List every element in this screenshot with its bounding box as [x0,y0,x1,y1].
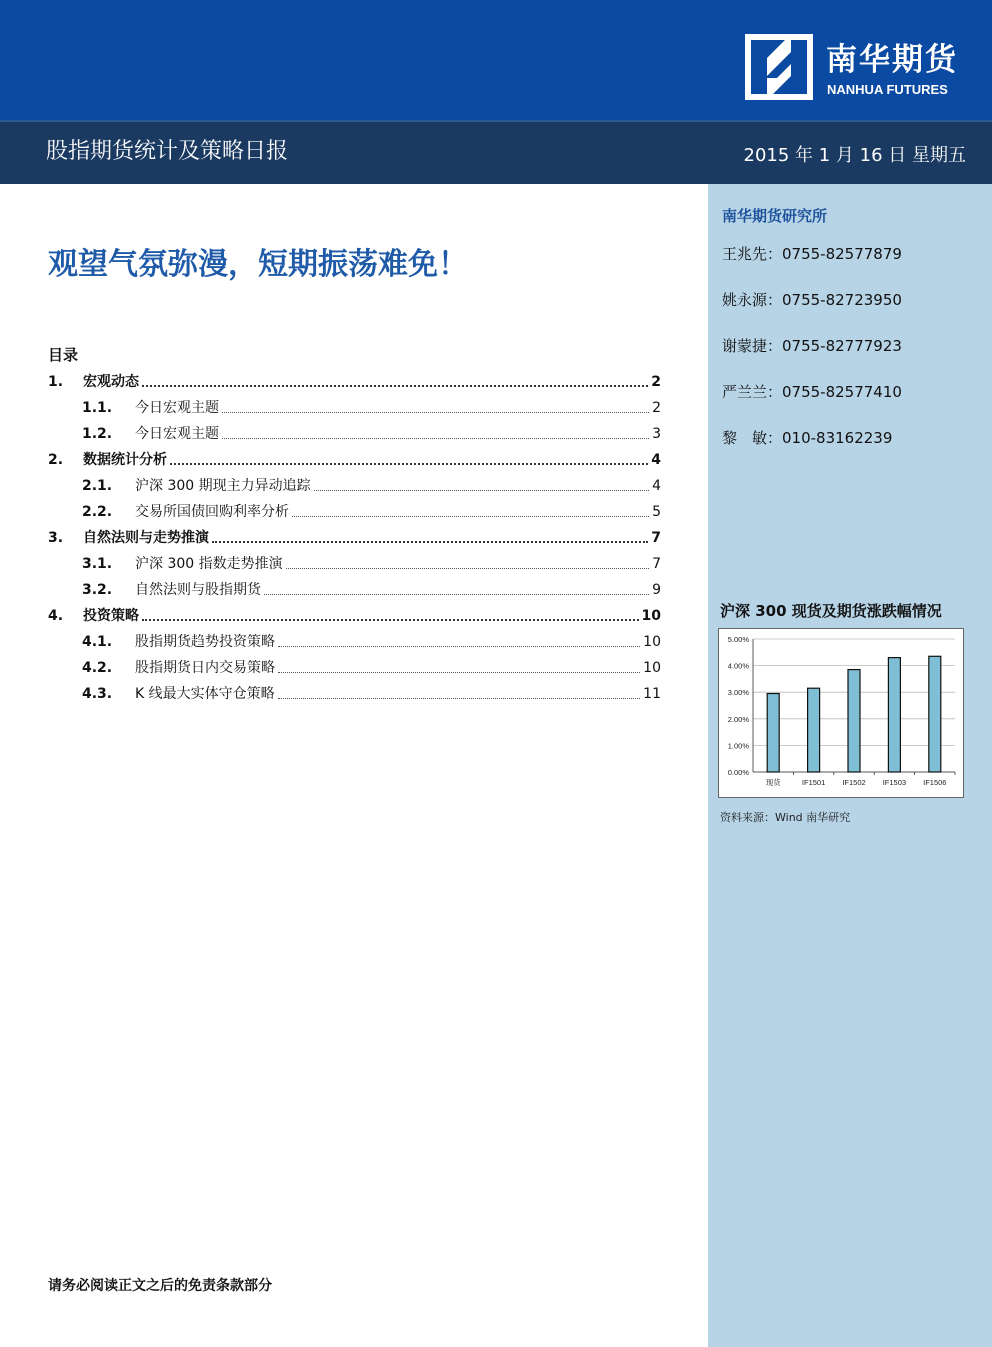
headline: 观望气氛弥漫，短期振荡难免！ [48,247,468,282]
chart-x-tick-label: IF1506 [923,778,947,787]
toc-leader [278,672,640,673]
contact-5: 黎 敏：010-83162239 [722,429,893,447]
chart-source: 资料来源：Wind 南华研究 [720,811,851,824]
disclaimer: 请务必阅读正文之后的免责条款部分 [48,1278,272,1294]
report-name: 股指期货统计及策略日报 [46,139,289,164]
contact-2: 姚永源：0755-82723950 [722,291,902,309]
toc-label: 宏观动态 [83,374,139,390]
toc-num: 3.1. [82,556,113,572]
toc-num: 3.2. [82,582,113,598]
toc-page: 10 [643,660,661,676]
toc-item[interactable] [82,654,661,678]
toc-page: 4 [652,478,661,494]
research-institute-title: 南华期货研究所 [722,207,828,225]
brand-name-cn: 南华期货 [826,42,958,78]
chart-bar [929,656,941,772]
chart-title: 沪深 300 现货及期货涨跌幅情况 [720,602,942,620]
contact-3: 谢蒙捷：0755-82777923 [722,337,902,355]
chart-bar [888,658,900,772]
toc-label: 沪深 300 期现主力异动追踪 [135,478,311,494]
toc-leader [286,568,649,569]
toc-label: 自然法则与走势推演 [83,530,209,546]
toc-num: 1.1. [82,400,113,416]
toc-item[interactable] [82,576,661,600]
chart-x-tick-label: IF1503 [882,778,907,787]
toc-item[interactable] [48,602,661,626]
toc-heading: 目录 [48,346,79,364]
toc-page: 5 [652,504,661,520]
toc-num: 2.1. [82,478,113,494]
toc-page: 2 [651,374,661,390]
toc-label: 股指期货日内交易策略 [135,660,275,676]
toc-label: 沪深 300 指数走势推演 [135,556,283,572]
chart-y-tick-label: 2.00% [727,714,749,724]
toc-page: 11 [643,686,661,702]
toc-leader [222,412,649,413]
toc-num: 4.3. [82,686,113,702]
contact-4: 严兰兰：0755-82577410 [722,383,902,401]
chart-y-tick-label: 1.00% [727,741,749,751]
toc-label: K 线最大实体守仓策略 [135,686,275,702]
toc-item[interactable] [82,472,661,496]
chart-x-tick-label: 现货 [765,778,781,787]
chart-y-tick-label: 0.00% [727,768,749,777]
toc-leader [278,698,641,699]
toc-label: 股指期货趋势投资策略 [135,634,275,650]
chart-y-tick-label: 5.00% [727,635,749,644]
toc-num: 4. [48,608,64,624]
toc-leader [142,385,648,387]
toc-item[interactable] [82,498,661,522]
toc-item[interactable] [82,550,661,574]
chart-bar [808,688,820,772]
brand-name-en: NANHUA FUTURES [827,82,948,97]
toc-leader [212,541,648,543]
toc-num: 4.1. [82,634,113,650]
toc-num: 4.2. [82,660,113,676]
report-date: 2015 年 1 月 16 日 星期五 [743,145,966,166]
chart-bar [848,670,860,772]
toc-item[interactable] [82,420,661,444]
toc-leader [142,619,639,621]
contact-1: 王兆先：0755-82577879 [722,245,902,263]
chart-x-tick-label: IF1501 [801,778,826,787]
bar-chart [718,628,964,798]
toc-page: 10 [643,634,661,650]
toc-label: 今日宏观主题 [135,426,219,442]
toc-label: 交易所国债回购利率分析 [135,504,289,520]
toc-item[interactable] [48,446,661,470]
toc-label: 数据统计分析 [83,452,167,468]
toc-leader [314,490,649,491]
toc-page: 7 [651,530,661,546]
toc-leader [292,516,649,517]
toc-leader [264,594,649,595]
toc-page: 7 [652,556,661,572]
toc-label: 今日宏观主题 [135,400,219,416]
toc-leader [170,463,648,465]
toc-num: 1. [48,374,64,390]
toc-num: 2.2. [82,504,113,520]
toc-label: 自然法则与股指期货 [135,582,261,598]
toc-item[interactable] [82,394,661,418]
toc-label: 投资策略 [83,608,139,624]
toc-page: 9 [652,582,661,598]
toc-num: 3. [48,530,64,546]
chart-x-tick-label: IF1502 [842,778,866,787]
toc-leader [278,646,640,647]
nanhua-logo-icon [745,34,813,100]
chart-y-tick-label: 4.00% [727,661,749,671]
toc-item[interactable] [82,680,661,704]
chart-y-tick-label: 3.00% [727,688,749,698]
toc-item[interactable] [48,368,661,392]
toc-num: 1.2. [82,426,113,442]
toc-page: 3 [652,426,661,442]
toc-page: 2 [652,400,661,416]
toc-page: 10 [641,608,661,624]
toc-page: 4 [651,452,661,468]
toc-num: 2. [48,452,64,468]
toc-item[interactable] [82,628,661,652]
toc-item[interactable] [48,524,661,548]
toc-leader [222,438,649,439]
chart-bar [767,694,779,772]
